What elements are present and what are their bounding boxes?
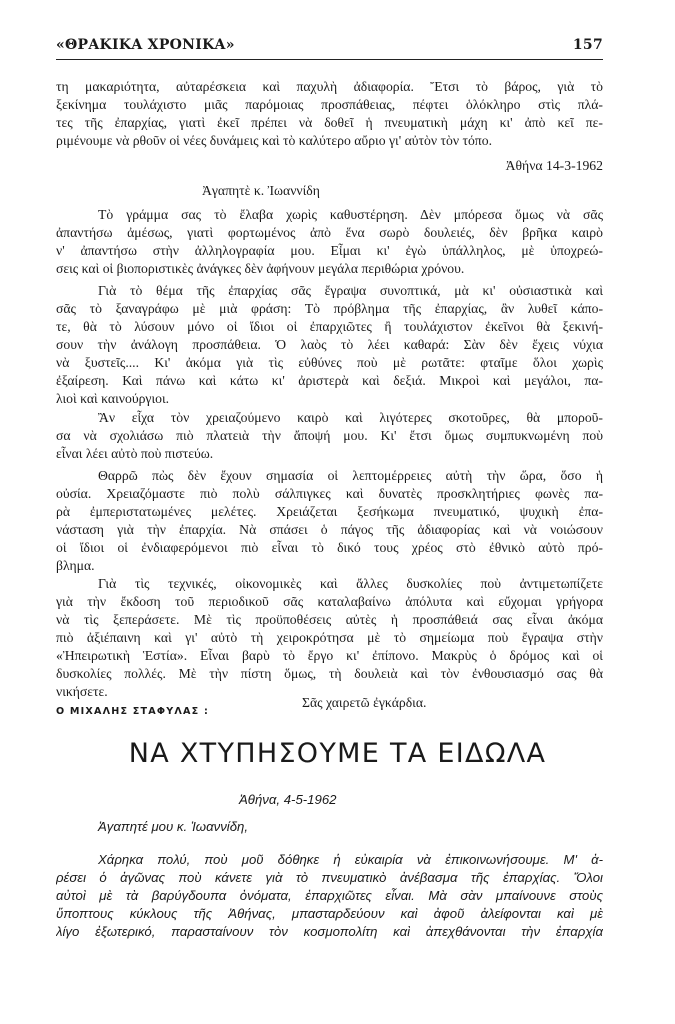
text-line: Γιὰ τὸ θέμα τῆς ἐπαρχίας σᾶς ἔγραψα συνοπτικά, μὰ κι' οὐσιαστικὰ καὶ (98, 283, 603, 298)
text-line: ριμένουμε νὰ ρθοῦν οἱ νέες δυνάμεις καὶ τὸ καλύτερο αὔριο γι' αὐτὸν τὸν τόπο. (56, 133, 492, 148)
text-line: οὐσία. Χρειαζόμαστε πιὸ πολὺ σάλπιγκες καὶ δυνατὲς προσκλητήριες φωνὲς πα- (56, 486, 603, 501)
text-line: νάσταση γιὰ τὴν ἐπαρχία. Νὰ σπάσει ὁ πάγος τῆς ἀδιαφορίας καὶ νὰ νοιώσουν (56, 522, 603, 537)
page-number: 157 (572, 37, 603, 53)
text-line: πιὸ ἀξιέπαινη καὶ γι' αὐτὸ τὴ χειροκρότησα μὲ τὸ σημείωμα ποὺ ἔγραψα στὴν (56, 630, 603, 645)
text-line: ν' ἀπαντήσω στὴν ἀλληλογραφία μου. Εἶμαι κι' ἐγὼ ὑπάλληλος, μὲ ὑποχρεώ- (56, 243, 603, 258)
letter1-closing: Σᾶς χαιρετῶ ἐγκάρδια. (302, 695, 427, 710)
letter1-place-date: Ἀθήνα 14-3-1962 (505, 158, 603, 173)
text-line: σουν τὴν ἀνάλογη προσπάθεια. Ὁ λαὸς τὸ λέει καθαρά: Σὰν δὲν ἔχεις νύχια (56, 337, 603, 352)
text-line: Χάρηκα πολύ, ποὺ μοῦ δόθηκε ἡ εὐκαιρία νὰ ἐπικοινωνήσουμε. Μ' ἀ- (98, 852, 603, 867)
letter2-salutation: Ἀγαπητέ μου κ. Ἰωαννίδη, (98, 819, 249, 834)
text-line: «Ἠπειρωτικὴ Ἑστία». Εἶναι βαρὺ τὸ ἔργο κι' ἐπίπονο. Μακρὺς ὁ δρόμος καὶ οἱ (56, 648, 603, 663)
text-line: γιὰ τὴν ἔκδοση τοῦ περιοδικοῦ σᾶς καταλαβαίνω ἀπόλυτα καὶ εὔχομαι γρήγορα (56, 594, 603, 609)
text-line: νὰ ξυστεῖς.... Κι' ἀκόμα γιὰ τὶς εὐθύνες ποὺ μὲ ρωτᾶτε: φταῖμε ὅλοι χωρὶς (56, 355, 603, 370)
text-line: βλημα. (56, 558, 95, 573)
text-line: ξεκίνημα τουλάχιστο μιᾶς παρόμοιας προσπάθειας, πέφτει ὁλόκληρο στὶς πλά- (56, 97, 603, 112)
text-line: ἀπαντήσω ἀμέσως, γιατὶ φορτωμένος ἀπὸ ἕνα σωρὸ δουλειές, δὲν βρῆκα καιρὸ (56, 225, 603, 240)
text-line: οἱ ἴδιοι οἱ ἐνδιαφερόμενοι πιὸ εἶναι τὸ δικό τους χρέος στὸ ἐθνικὸ αὐτὸ πρό- (56, 540, 603, 555)
text-line: Τὸ γράμμα σας τὸ ἔλαβα χωρὶς καθυστέρηση. Δὲν μπόρεσα ὅμως νὰ σᾶς (98, 207, 603, 222)
text-line: νὰ τὶς ξεπεράσετε. Μὲ τὶς προϋποθέσεις αὐτὲς ἡ προσπάθειά σας εἶναι ἀκόμα (56, 612, 603, 627)
text-line: ὕποπτους κύκλους τῆς Ἀθήνας, μπασταρδεύουν καὶ ἀφοῦ ἀλείφονται καὶ μὲ (56, 906, 603, 921)
text-line: σα νὰ σχολιάσω πιὸ πλατειὰ τὴν ἄποψή μου. Κι' ἔτσι ὅμως συμπυκνωμένη ποὺ (56, 428, 603, 443)
letter1-paragraph-3 (56, 409, 603, 463)
text-line: Γιὰ τὶς τεχνικές, οἰκονομικὲς καὶ ἄλλες δυσκολίες ποὺ ἀντιμετωπίζετε (98, 576, 603, 591)
text-line: εἶναι λέει αὐτὸ ποὺ πιστεύω. (56, 446, 214, 461)
letter1-intro-paragraph (56, 78, 603, 150)
letter2-paragraph-1 (56, 851, 603, 941)
letter1-paragraph-2 (56, 282, 603, 408)
text-line: τε, θὰ τὸ λύσουν μόνο οἱ ἴδιοι οἱ ἐπαρχιῶτες ἢ τουλάχιστον ἐκεῖνοι θὰ ξεκινή- (56, 319, 603, 334)
text-line: Ἂν εἶχα τὸν χρειαζούμενο καιρὸ καὶ λιγότερες σκοτοῦρες, θὰ μποροῦ- (98, 410, 603, 425)
text-line: τες τῆς ἐπαρχίας, γιατὶ ἐκεῖ πρέπει νὰ δοθεῖ ἡ πνευματικὴ μάχη κι' ἀπὸ κεῖ πε- (56, 115, 603, 130)
letter2-place-date: Ἀθήνα, 4-5-1962 (239, 792, 337, 807)
header-rule (56, 59, 603, 60)
text-line: ἐξαίρεση. Καὶ πάνω καὶ κάτω κι' ἀριστερὰ καὶ δεξιά. Μικροὶ καὶ μεγάλοι, πα- (56, 373, 603, 388)
letter1-paragraph-4 (56, 467, 603, 575)
text-line: σᾶς τὸ ξαναγράφω μὲ μιὰ φράση: Τὸ πρόβλημα τῆς ἐπαρχίας, ἂν λυθεῖ κάπο- (56, 301, 603, 316)
text-line: Θαρρῶ πὼς δὲν ἔχουν σημασία οἱ λεπτομέρρειες αὐτὴ τὴν ὥρα, ὅσο ἡ (98, 468, 603, 483)
text-line: ρέσει ὁ ἀγῶνας ποὺ κάνετε γιὰ τὸ πνευματικὸ ἀνέβασμα τῆς ἐπαρχίας. Ὅλοι (56, 870, 603, 885)
text-line: τη μακαριότητα, αὐταρέσκεια καὶ παχυλὴ ἀδιαφορία. Ἔτσι τὸ βάρος, γιὰ τὸ (56, 79, 603, 94)
letter2-title: ΝΑ ΧΤΥΠΗΣΟΥΜΕ ΤΑ ΕΙΔΩΛΑ (128, 738, 547, 769)
running-head (56, 37, 603, 57)
letter1-paragraph-1 (56, 206, 603, 278)
text-line: αὐτοὶ μὲ τὰ βαρύγδουπα ὀνόματα, ἐπαρχιῶτες εἶναι. Μὰ σὰν μπαίνουνε στοὺς (56, 888, 603, 903)
text-line: λίγο ἐξωτερικό, παρασταίνουν τὸν κοσμοπολίτη καὶ ἀπεχθάνονται τὴν ἐπαρχία (56, 924, 603, 939)
text-line: λιοὶ καὶ καινούργιοι. (56, 391, 170, 406)
letter1-salutation: Ἀγαπητὲ κ. Ἰωαννίδη (202, 183, 320, 198)
letter1-paragraph-5 (56, 575, 603, 701)
author-byline: Ο ΜΙΧΑΛΗΣ ΣΤΑΦΥΛΑΣ : (56, 706, 209, 717)
text-line: δυσκολίες πολλές. Μὲ τὴν πίστη ὅμως, τὴ δουλειὰ καὶ τὸν ἐνθουσιασμό σας θὰ (56, 666, 603, 681)
journal-title: «ΘΡΑΚΙΚΑ ΧΡΟΝΙΚΑ» (56, 37, 235, 53)
text-line: σεις καὶ οἱ βιοποριστικὲς ἀνάγκες δὲν ἀφήνουν μεγάλα περιθώρια χρόνου. (56, 261, 465, 276)
text-line: νικήσετε. (56, 684, 108, 699)
text-line: ρὰ ἐμπεριστατωμένες μελέτες. Χρειάζεται ξεσήκωμα πνευματικό, ψυχικὴ ἐπα- (56, 504, 603, 519)
